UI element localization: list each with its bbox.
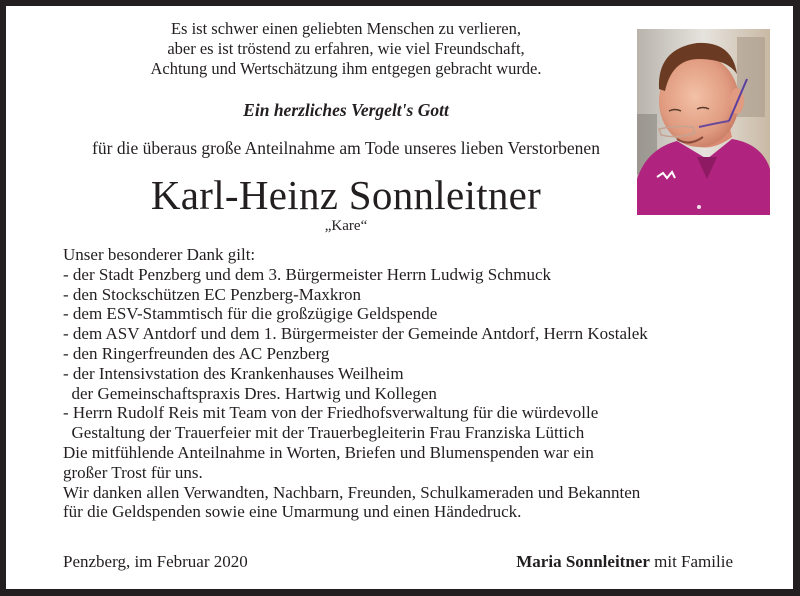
closing-line: Wir danken allen Verwandten, Nachbarn, Freunden, Schulkameraden und Bekannten [63,482,641,502]
portrait-photo [637,29,770,215]
deceased-name: Karl-Heinz Sonnleitner [150,172,542,218]
intro-line: Es ist schwer einen geliebten Menschen zu verlieren, [170,19,522,38]
signer-suffix: mit Familie [649,552,733,571]
portrait-photo-icon [637,29,770,215]
intro-line: aber es ist tröstend zu erfahren, wie viel Freundschaft, [167,39,525,58]
gratitude-item: - den Ringerfreunden des AC Penzberg [63,343,330,363]
subline: für die überaus große Anteilnahme am Tode unseres lieben Verstorbenen [92,138,600,158]
gratitude-item: - Herrn Rudolf Reis mit Team von der Friedhofsverwaltung für die würdevolle [63,403,599,423]
gratitude-section [63,245,648,522]
closing-line: für die Geldspenden sowie eine Umarmung und einen Händedruck. [63,502,522,522]
signer-name: Maria Sonnleitner [516,552,650,571]
intro-line: Achtung und Wertschätzung ihm entgegen gebracht wurde. [150,59,542,78]
gratitude-item: - dem ESV-Stammtisch für die großzügige Geldspende [63,304,438,324]
signature [516,552,733,572]
gratitude-item: - dem ASV Antdorf und dem 1. Bürgermeister der Gemeinde Antdorf, Herrn Kostalek [63,324,648,344]
intro-verse [6,19,686,79]
gratitude-item: - den Stockschützen EC Penzberg-Maxkron [63,284,362,304]
gratitude-item: Gestaltung der Trauerfeier mit der Trauerbegleiterin Frau Franziska Lüttich [63,423,585,443]
gratitude-item: der Gemeinschaftspraxis Dres. Hartwig und Kollegen [63,383,437,403]
gratitude-item: - der Intensivstation des Krankenhauses Weilheim [63,363,404,383]
gratitude-item: - der Stadt Penzberg und dem 3. Bürgermeister Herrn Ludwig Schmuck [63,264,552,284]
place-date: Penzberg, im Februar 2020 [63,552,248,571]
deceased-nickname: „Kare“ [324,218,368,234]
closing-line: großer Trost für uns. [63,462,203,482]
closing-line: Die mitfühlende Anteilnahme in Worten, Briefen und Blumenspenden war ein [63,442,594,462]
thanks-heading: Ein herzliches Vergelt's Gott [243,100,449,120]
gratitude-heading: Unser besonderer Dank gilt: [63,245,256,264]
obituary-thank-you-notice [6,6,793,589]
